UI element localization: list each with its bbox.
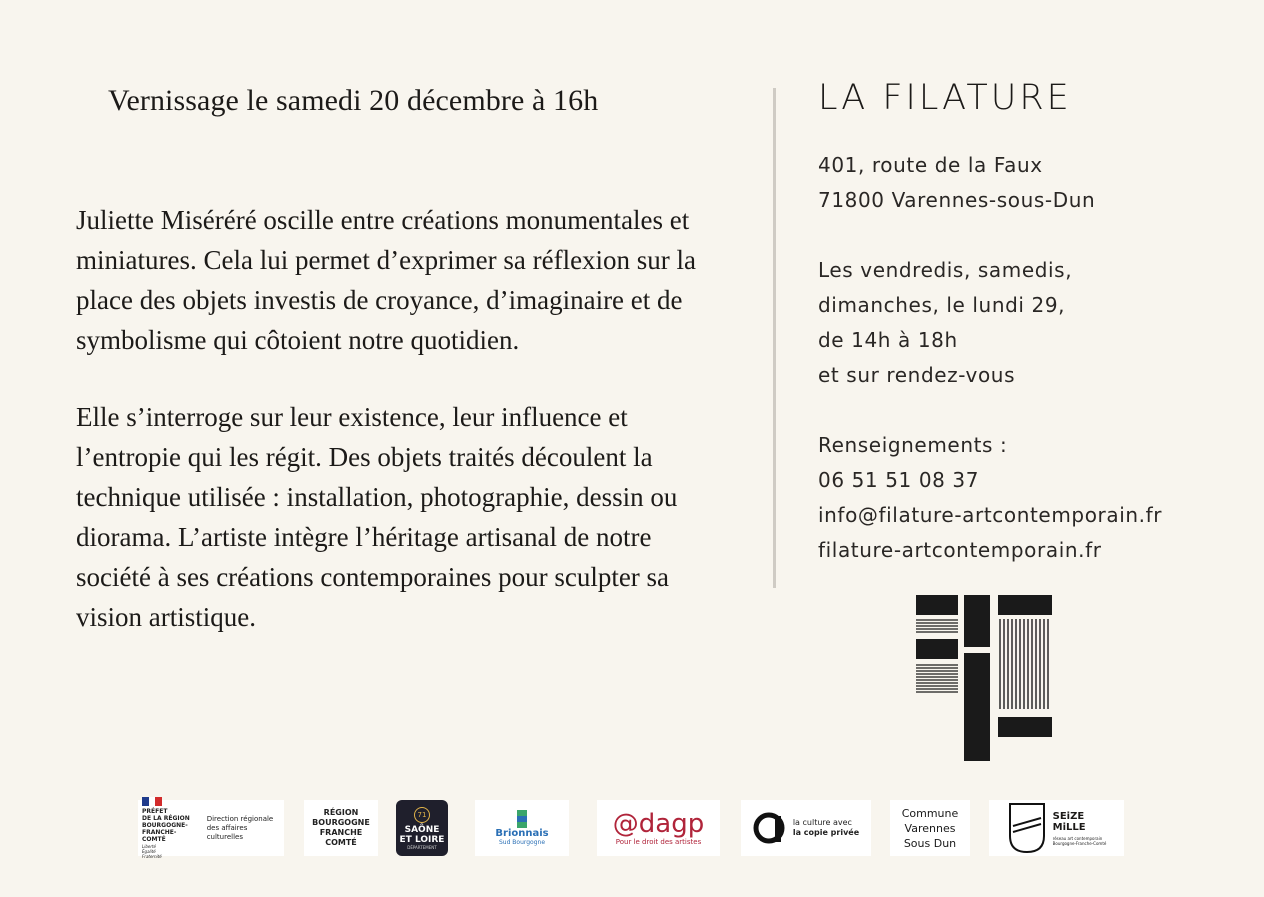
filature-logo: [916, 595, 1052, 761]
commune-line: Commune: [901, 806, 959, 820]
seize-wordmark-line: SEiZE: [1052, 810, 1085, 822]
venue-address: [818, 148, 1095, 218]
prefet-line: BOURGOGNE-: [142, 822, 188, 829]
motto-line: Égalité: [142, 849, 156, 854]
copie-privee-icon: [753, 810, 789, 846]
logo-region-bfc: [304, 800, 378, 856]
address-line: 401, route de la Faux: [818, 153, 1043, 177]
venue-name: LA FILATURE: [818, 78, 1072, 118]
opening-hours: [818, 253, 1072, 393]
brionnais-sub: Sud Bourgogne: [498, 839, 546, 846]
region-line: COMTÉ: [325, 838, 357, 847]
saone-line: SAÔNE: [404, 824, 440, 835]
paragraph-description: [76, 397, 756, 637]
region-line: FRANCHE: [319, 828, 363, 837]
commune-line: Sous Dun: [903, 836, 957, 850]
hours-line: et sur rendez-vous: [818, 363, 1016, 387]
region-line: RÉGION: [323, 808, 359, 817]
paragraph-line: société à ses créations contemporaines pour sculpter sa: [76, 562, 670, 592]
hours-line: Les vendredis, samedis,: [818, 258, 1073, 282]
paragraph-intro: [76, 200, 756, 360]
paragraph-line: vision artistique.: [76, 602, 256, 632]
saone-line: ET LOIRE: [399, 834, 445, 845]
adagp-tagline: Pour le droit des artistes: [615, 838, 702, 846]
vernissage-heading: Vernissage le samedi 20 décembre à 16h: [108, 84, 599, 117]
phone-number[interactable]: 06 51 51 08 37: [818, 468, 980, 492]
paragraph-line: l’entropie qui les régit. Des objets traités découlent la: [76, 442, 653, 472]
saone-badge-icon: 71: [414, 807, 430, 823]
drac-line: des affaires culturelles: [206, 823, 248, 841]
hours-line: dimanches, le lundi 29,: [818, 293, 1066, 317]
brionnais-s-icon: [514, 810, 530, 828]
logo-copie-privee: [741, 800, 871, 856]
column-divider: [773, 88, 776, 588]
paragraph-line: miniatures. Cela lui permet d’exprimer sa réflexion sur la: [76, 245, 697, 275]
copie-line: la copie privée: [792, 828, 860, 837]
logo-adagp: [597, 800, 720, 856]
seize-wordmark-line: MiLLE: [1052, 821, 1086, 833]
brionnais-title: Brionnais: [495, 828, 549, 839]
paragraph-line: Elle s’interroge sur leur existence, leur influence et: [76, 402, 628, 432]
motto-line: Fraternité: [142, 854, 162, 859]
logo-prefet-drac: [138, 800, 284, 859]
address-line: 71800 Varennes-sous-Dun: [818, 188, 1096, 212]
drac-line: Direction régionale: [206, 814, 274, 823]
seize-mille-shield-icon: [1007, 802, 1047, 854]
paragraph-line: place des objets investis de croyance, d’imaginaire et de: [76, 285, 683, 315]
copie-line: la culture avec: [792, 818, 852, 827]
paragraph-line: technique utilisée : installation, photographie, dessin ou: [76, 482, 678, 512]
contact-info: [818, 428, 1162, 568]
prefet-line: FRANCHE-COMTÉ: [142, 829, 177, 843]
email-link[interactable]: info@filature-artcontemporain.fr: [818, 503, 1163, 527]
marianne-icon: [142, 797, 162, 806]
seize-subline: réseau art contemporain: [1052, 835, 1103, 841]
region-line: BOURGOGNE: [312, 818, 370, 827]
website-link[interactable]: filature-artcontemporain.fr: [818, 538, 1102, 562]
contact-label: Renseignements :: [818, 433, 1008, 457]
logo-saone-et-loire: [396, 800, 448, 856]
paragraph-line: symbolisme qui côtoient notre quotidien.: [76, 325, 520, 355]
commune-line: Varennes: [904, 821, 956, 835]
logo-seize-mille: [989, 800, 1124, 856]
logo-brionnais: [475, 800, 569, 856]
logo-commune-varennes: [890, 800, 970, 856]
paragraph-line: diorama. L’artiste intègre l’héritage artisanal de notre: [76, 522, 652, 552]
seize-subline: Bourgogne-Franche-Comté: [1052, 840, 1107, 846]
prefet-line: PRÉFET: [142, 808, 168, 815]
saone-dept: DÉPARTEMENT: [407, 844, 437, 850]
adagp-wordmark: @dagp: [612, 809, 705, 839]
paragraph-line: Juliette Miséréré oscille entre créations monumentales et: [76, 205, 690, 235]
prefet-line: DE LA RÉGION: [142, 815, 190, 822]
hours-line: de 14h à 18h: [818, 328, 958, 352]
motto-line: Liberté: [142, 844, 157, 849]
